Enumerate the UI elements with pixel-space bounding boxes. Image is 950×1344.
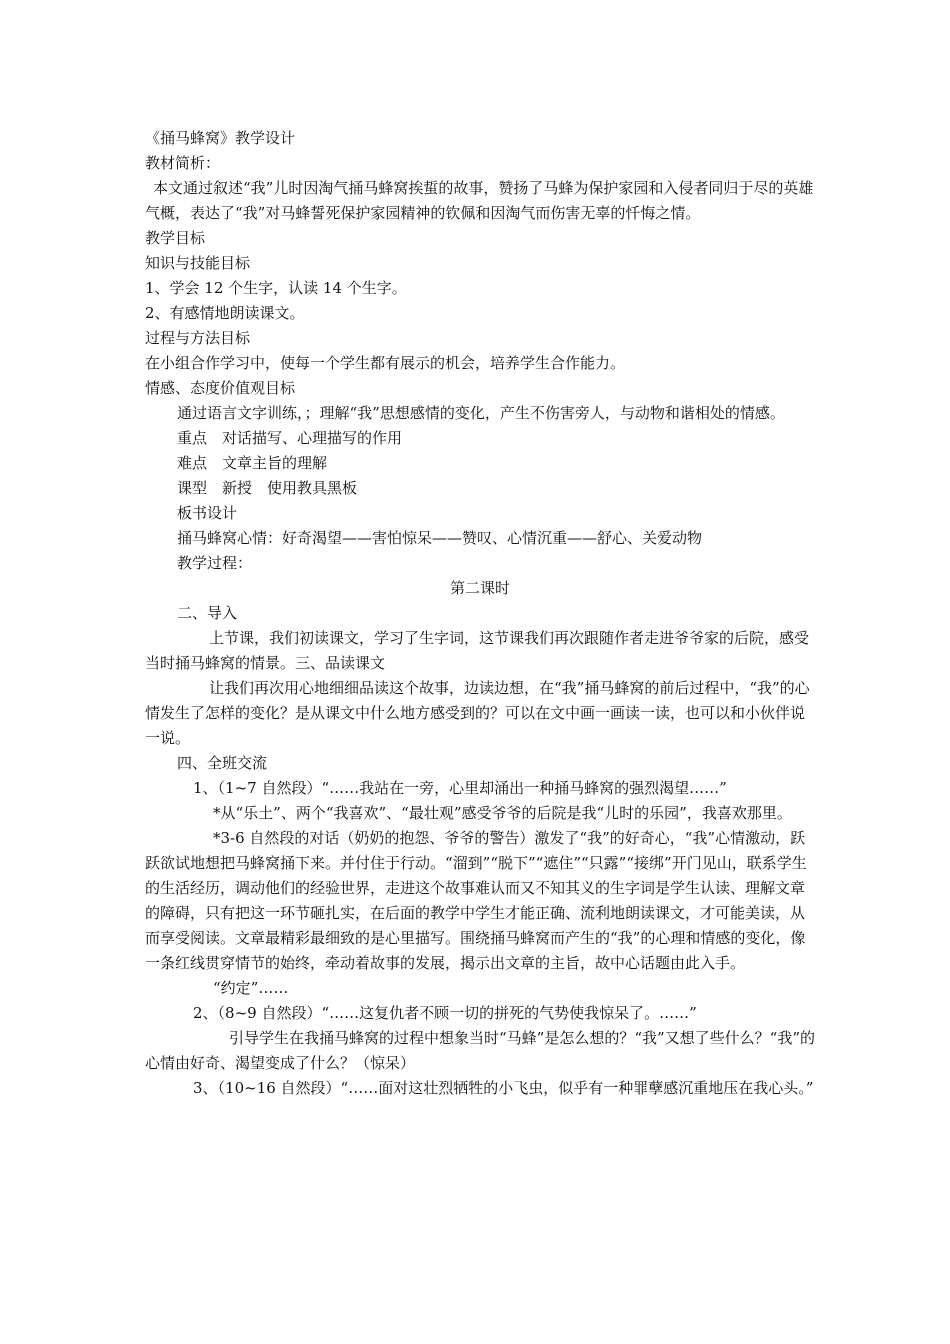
key-point: 重点 对话描写、心理描写的作用 bbox=[177, 429, 403, 447]
heading-emotion: 情感、态度价值观目标 bbox=[145, 379, 296, 397]
lesson-title: 第二课时 bbox=[449, 579, 510, 597]
analysis-paragraph: 本文通过叙述“我”儿时因淘气捅马蜂窝挨蜇的故事，赞扬了马蜂为保护家园和入侵者同归于尽的英雄气概，表达了“我”对马蜂誓死保护家园精神的钦佩和因淘气而伤害无辜的忏悔之情。 bbox=[145, 179, 814, 222]
intro-paragraph: 上节课，我们初读课文，学习了生字词，这节课我们再次跟随作者走进爷爷家的后院，感受当时捅马蜂窝的情景。三、品读课文 bbox=[145, 629, 810, 672]
heading-process-method: 过程与方法目标 bbox=[145, 329, 251, 347]
discussion-item: 3、（10~16 自然段）“……面对这壮烈牺牲的小飞虫，似乎有一种罪孽感沉重地压在我心头。” bbox=[193, 1079, 814, 1097]
difficult-point: 难点 文章主旨的理解 bbox=[177, 454, 328, 472]
heading-knowledge: 知识与技能目标 bbox=[145, 254, 251, 272]
goal-item: 2、有感情地朗读课文。 bbox=[145, 304, 305, 322]
board-design-heading: 板书设计 bbox=[177, 504, 238, 522]
document-title: 《捅马蜂窝》教学设计 bbox=[145, 129, 296, 147]
teaching-process-heading: 教学过程： bbox=[177, 554, 253, 572]
discussion-item: 1、（1~7 自然段）“……我站在一旁，心里却涌出一种捅马蜂窝的强烈渴望……” bbox=[193, 779, 727, 797]
process-method-paragraph: 在小组合作学习中，使每一个学生都有展示的机会，培养学生合作能力。 bbox=[145, 354, 626, 372]
discussion-item: 2、（8~9 自然段）“……这复仇者不顾一切的拼死的气势使我惊呆了。……” bbox=[193, 1004, 697, 1022]
discussion-note: *3-6 自然段的对话（奶奶的抱怨、爷爷的警告）激发了“我”的好奇心，“我”心情激动，跃跃欲试地想把马蜂窝捅下来。并付住于行动。“溜到”“脱下”“遮住”“只露”“接绑”开门见山，联系学生的生活经历，调动他们的经验世界，走进这个故事难认而又不知其义的生字词是学生认读、理解文章的障碍，只有把这一环节砸扎实，在后面的教学中学生才能正确、流利地朗读课文，才可能美读，从而享受阅读。文章最精彩最细致的是心里描写。围绕捅马蜂窝而产生的“我”的心理和情感的变化，像一条红线贯穿情节的始终，牵动着故事的发展，揭示出文章的主旨，故中心话题由此入手。 bbox=[145, 829, 807, 972]
emotion-paragraph: 通过语言文字训练，；理解“我”思想感情的变化，产生不伤害旁人，与动物和谐相处的情感。 bbox=[177, 404, 785, 422]
discussion-note: “约定”…… bbox=[213, 979, 289, 997]
goal-item: 1、学会 12 个生字，认读 14 个生字。 bbox=[145, 279, 407, 297]
discussion-note: 引导学生在我捅马蜂窝的过程中想象当时“马蜂”是怎么想的？“我”又想了些什么？“我”的心情由好奇、渴望变成了什么？（惊呆） bbox=[145, 1029, 816, 1072]
section-heading: 四、全班交流 bbox=[177, 754, 268, 772]
document-body bbox=[145, 126, 815, 1101]
heading-goals: 教学目标 bbox=[145, 229, 206, 247]
section-heading: 二、导入 bbox=[177, 604, 238, 622]
board-content: 捅马蜂窝心情：好奇渴望——害怕惊呆——赞叹、心情沉重——舒心、关爱动物 bbox=[177, 529, 703, 547]
heading-analysis: 教材简析： bbox=[145, 154, 221, 172]
discussion-note: *从“乐土”、两个“我喜欢”、“最壮观”感受爷爷的后院是我“儿时的乐园”，我喜欢那里。 bbox=[213, 804, 792, 822]
read-paragraph: 让我们再次用心地细细品读这个故事，边读边想，在“我”捅马蜂窝的前后过程中，“我”的心情发生了怎样的变化？是从课文中什么地方感受到的？可以在文中画一画读一读，也可以和小伙伴说一说。 bbox=[145, 679, 810, 747]
lesson-type: 课型 新授 使用教具黑板 bbox=[177, 479, 358, 497]
